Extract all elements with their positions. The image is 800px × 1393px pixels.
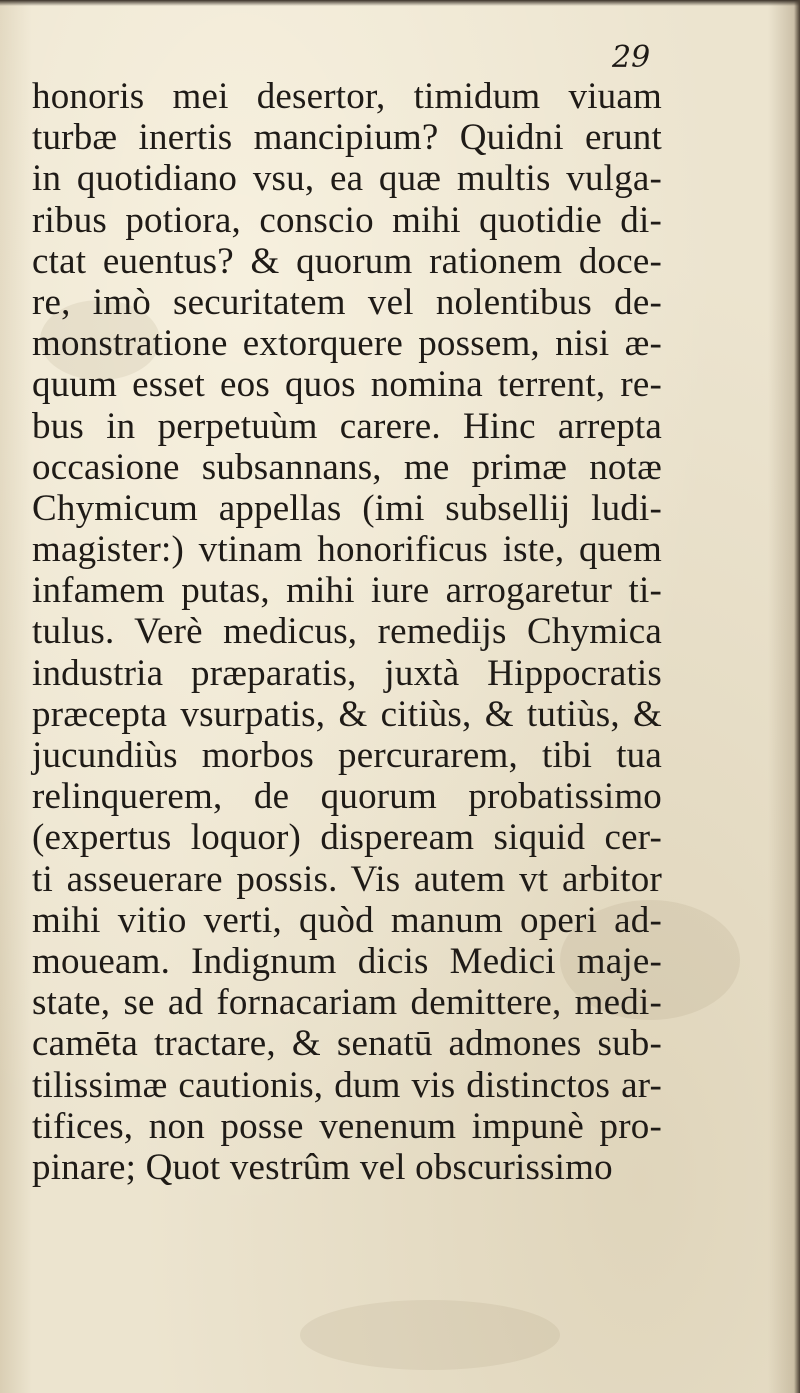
paper-stain <box>300 1300 560 1370</box>
text-line: ribus potiora, conscio mihi quotidie di- <box>32 199 662 241</box>
body-text <box>32 76 662 1188</box>
text-line: state, se ad fornacariam demittere, medi- <box>32 982 662 1024</box>
text-line: tilissimæ cautionis, dum vis distinctos ar- <box>32 1064 662 1106</box>
text-line: tifices, non posse venenum impunè pro- <box>32 1105 662 1147</box>
text-line: relinquerem, de quorum probatissimo <box>32 776 662 818</box>
text-line: turbæ inertis mancipium? Quidni erunt <box>32 117 662 159</box>
text-line: quum esset eos quos nomina terrent, re- <box>32 364 662 406</box>
text-line: jucundiùs morbos percurarem, tibi tua <box>32 735 662 776</box>
text-line: industria præparatis, juxtà Hippocratis <box>32 652 662 694</box>
text-line: præcepta vsurpatis, & citiùs, & tutiùs, & <box>32 693 662 735</box>
page-right-edge <box>794 0 800 1393</box>
text-line: bus in perpetuùm carere. Hinc arrepta <box>32 405 662 447</box>
text-line: re, imò securitatem vel nolentibus de- <box>32 281 662 323</box>
text-line: occasione subsannans, me primæ notæ <box>32 446 662 488</box>
text-line: moueam. Indignum dicis Medici maje- <box>32 940 662 982</box>
text-line: pinare; Quot vestrûm vel obscurissimo <box>32 1146 613 1188</box>
text-line: ctat euentus? & quorum rationem doce- <box>32 240 662 282</box>
text-line: Chymicum appellas (imi subsellij ludi- <box>32 487 662 529</box>
text-line: magister:) vtinam honorificus iste, quem <box>32 529 662 571</box>
text-line: ti asseuerare possis. Vis autem vt arbitor <box>32 858 662 900</box>
page-number: 29 <box>612 40 651 75</box>
text-line: in quotidiano vsu, ea quæ multis vulga- <box>32 158 662 200</box>
text-line: camēta tractare, & senatū admones sub- <box>32 1023 662 1065</box>
page-top-edge <box>0 0 800 6</box>
text-line: mihi vitio verti, quòd manum operi ad- <box>32 899 662 941</box>
text-line: tulus. Verè medicus, remedijs Chymica <box>32 611 662 653</box>
text-line: (expertus loquor) dispeream siquid cer- <box>32 817 662 859</box>
text-line: honoris mei desertor, timidum viuam <box>32 76 662 117</box>
text-line: infamem putas, mihi iure arrogaretur ti- <box>32 570 662 612</box>
text-line: monstratione extorquere possem, nisi æ- <box>32 323 662 365</box>
